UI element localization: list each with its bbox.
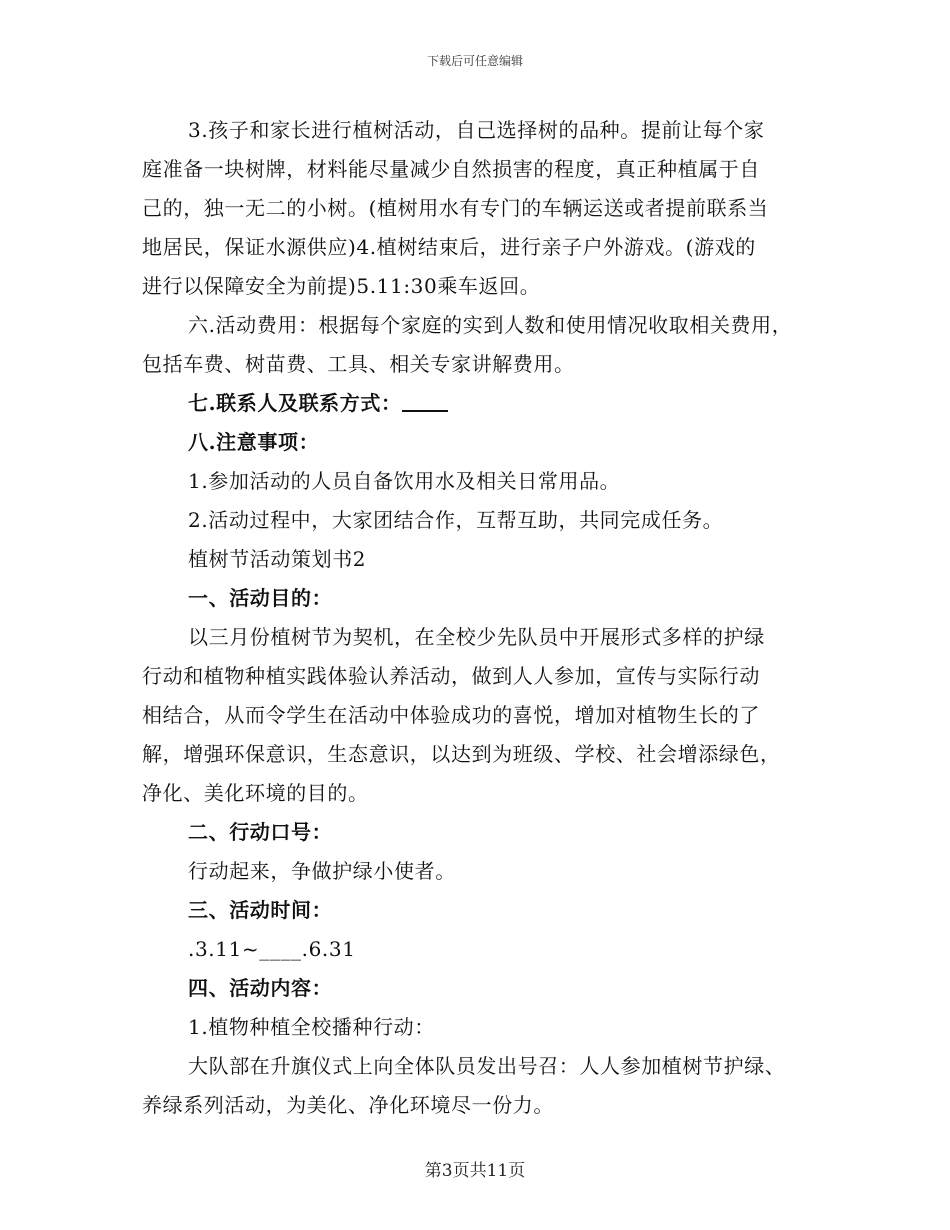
paragraph-line xyxy=(142,1008,822,1047)
paragraph-line xyxy=(142,150,822,189)
paragraph-line xyxy=(142,618,822,657)
paragraph-line xyxy=(142,189,822,228)
paragraph-line xyxy=(142,1047,822,1086)
section-heading xyxy=(142,891,822,930)
line-text: 相结合，从而令学生在活动中体验成功的喜悦，增加对植物生长的了 xyxy=(142,703,760,727)
line-text: 进行以保障安全为前提)5.11:30乘车返回。 xyxy=(142,274,541,298)
line-text: 1.参加活动的人员自备饮用水及相关日常用品。 xyxy=(188,469,621,493)
line-text: 以三月份植树节为契机，在全校少先队员中开展形式多样的护绿 xyxy=(188,625,765,649)
paragraph-line xyxy=(142,774,822,813)
section-heading xyxy=(142,579,822,618)
line-text: 己的，独一无二的小树。(植树用水有专门的车辆运送或者提前联系当 xyxy=(142,196,769,220)
section-heading xyxy=(142,813,822,852)
paragraph-line xyxy=(142,228,822,267)
document-body xyxy=(142,111,822,1125)
line-text: 解，增强环保意识，生态意识，以达到为班级、学校、社会增添绿色， xyxy=(142,742,781,766)
line-text: 庭准备一块树牌，材料能尽量减少自然损害的程度，真正种植属于自 xyxy=(142,157,760,181)
line-text: 净化、美化环境的目的。 xyxy=(142,781,369,805)
paragraph-line xyxy=(142,852,822,891)
line-text: .3.11~____.6.31 xyxy=(188,937,356,961)
section-heading xyxy=(142,423,822,462)
line-text: 行动起来，争做护绿小使者。 xyxy=(188,859,456,883)
paragraph-line xyxy=(142,345,822,384)
line-text: 八.注意事项： xyxy=(188,430,320,454)
paragraph-line xyxy=(142,501,822,540)
line-text: 2.活动过程中，大家团结合作，互帮互助，共同完成任务。 xyxy=(188,508,724,532)
line-text: 三、活动时间： xyxy=(188,898,333,922)
page-header: 下载后可任意编辑 xyxy=(426,54,523,68)
paragraph-line xyxy=(142,462,822,501)
paragraph-line xyxy=(142,696,822,735)
line-text: 一、活动目的： xyxy=(188,586,333,610)
line-text: 3.孩子和家长进行植树活动，自己选择树的品种。提前让每个家 xyxy=(188,118,765,142)
line-text: 植树节活动策划书2 xyxy=(188,547,367,571)
paragraph-line xyxy=(142,657,822,696)
paragraph-line xyxy=(142,1086,822,1125)
line-text: 包括车费、树苗费、工具、相关专家讲解费用。 xyxy=(142,352,575,376)
paragraph-line xyxy=(142,267,822,306)
paragraph-line xyxy=(142,735,822,774)
line-text: 二、行动口号： xyxy=(188,820,333,844)
paragraph-line xyxy=(142,306,822,345)
line-text: 六.活动费用：根据每个家庭的实到人数和使用情况收取相关费用， xyxy=(188,313,793,337)
line-text: 行动和植物种植实践体验认养活动，做到人人参加，宣传与实际行动 xyxy=(142,664,760,688)
line-text: 养绿系列活动，为美化、净化环境尽一份力。 xyxy=(142,1093,554,1117)
line-text: 1.植物种植全校播种行动： xyxy=(188,1015,435,1039)
line-text: 四、活动内容： xyxy=(188,976,333,1000)
blank-fill-line xyxy=(402,392,448,412)
line-text: 大队部在升旗仪式上向全体队员发出号召：人人参加植树节护绿、 xyxy=(188,1054,786,1078)
page-number: 第3页共11页 xyxy=(424,1161,526,1181)
section-heading xyxy=(142,384,822,423)
line-text: 七.联系人及联系方式： xyxy=(188,391,402,415)
paragraph-line xyxy=(142,111,822,150)
paragraph-line xyxy=(142,540,822,579)
section-heading xyxy=(142,969,822,1008)
line-text: 地居民，保证水源供应)4.植树结束后，进行亲子户外游戏。(游戏的 xyxy=(142,235,756,259)
paragraph-line xyxy=(142,930,822,969)
